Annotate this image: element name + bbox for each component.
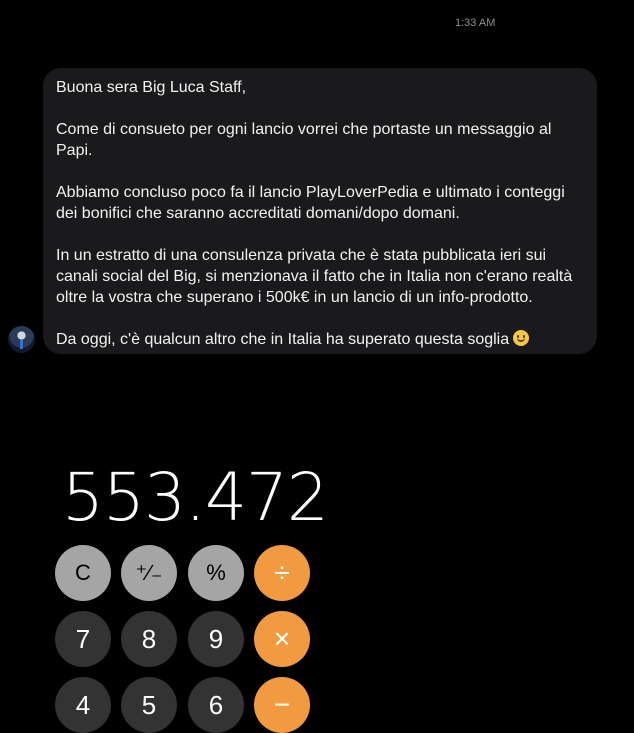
minus-button[interactable]: − <box>254 677 310 733</box>
message-greeting: Buona sera Big Luca Staff, <box>56 79 247 96</box>
plus-minus-button[interactable]: ⁺∕₋ <box>121 545 177 601</box>
message-bubble[interactable] <box>43 68 597 354</box>
message-line: dei bonifici che saranno accreditati domani/dopo domani. <box>56 205 460 222</box>
clear-button[interactable]: C <box>55 545 111 601</box>
eight-button[interactable]: 8 <box>121 611 177 667</box>
nine-button[interactable]: 9 <box>188 611 244 667</box>
percent-button[interactable]: % <box>188 545 244 601</box>
message-timestamp: 1:33 AM <box>455 17 496 29</box>
message-line: Come di consueto per ogni lancio vorrei che portaste un messaggio al <box>56 121 552 138</box>
message-line: Abbiamo concluso poco fa il lancio PlayLoverPedia e ultimato i conteggi <box>56 184 565 201</box>
seven-button[interactable]: 7 <box>55 611 111 667</box>
multiply-button[interactable]: × <box>254 611 310 667</box>
avatar-tie <box>20 340 23 349</box>
smiley-emoji-icon <box>513 330 529 346</box>
message-line: Papi. <box>56 142 93 159</box>
calculator-display: 553.472 <box>62 459 328 536</box>
message-line: oltre la vostra che superano i 500k€ in un lancio di un info-prodotto. <box>56 289 533 306</box>
divide-button[interactable]: ÷ <box>254 545 310 601</box>
five-button[interactable]: 5 <box>121 677 177 733</box>
sender-avatar[interactable] <box>8 326 35 353</box>
message-closing-text: Da oggi, c'è qualcun altro che in Italia ha superato questa soglia <box>56 331 510 348</box>
message-closing <box>56 329 584 350</box>
message-line: In un estratto di una consulenza privata che è stata pubblicata ieri sui <box>56 247 547 264</box>
message-line: canali social del Big, si menzionava il fatto che in Italia non c'erano realtà <box>56 268 573 285</box>
six-button[interactable]: 6 <box>188 677 244 733</box>
four-button[interactable]: 4 <box>55 677 111 733</box>
